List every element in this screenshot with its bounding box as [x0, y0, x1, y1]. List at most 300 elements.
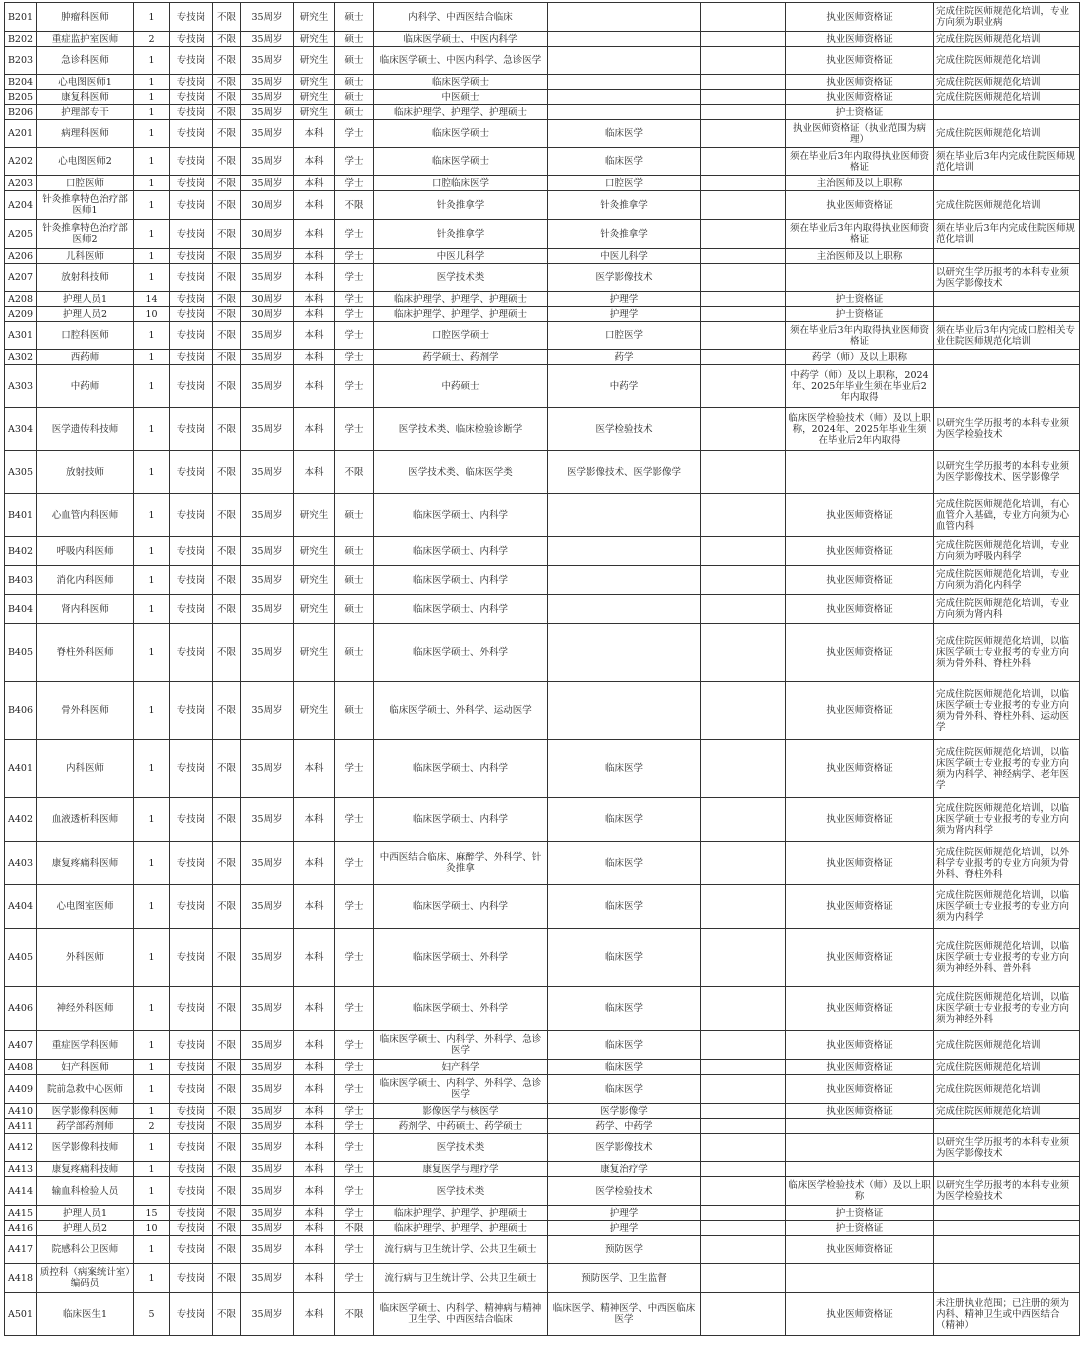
- headcount-cell: 5: [134, 1293, 170, 1336]
- post-code-cell: B401: [5, 494, 37, 537]
- college-major-cell: [701, 566, 786, 595]
- post-name-cell: 质控科（病案统计室）编码员: [37, 1264, 134, 1293]
- headcount-cell: 1: [134, 47, 170, 75]
- post-name-cell: 针灸推拿特色治疗部医师2: [37, 220, 134, 249]
- post-name-cell: 血液透析科医师: [37, 798, 134, 842]
- qualification-cell: 须在毕业后3年内取得执业医师资格证: [786, 322, 934, 350]
- education-cell: 本科: [294, 798, 335, 842]
- graduate-major-cell: 临床医学硕士、外科学: [374, 987, 548, 1031]
- headcount-cell: 1: [134, 842, 170, 885]
- post-type-cell: 专技岗: [170, 1221, 213, 1236]
- undergraduate-major-cell: 临床医学: [548, 1060, 701, 1075]
- gender-cell: 不限: [213, 1293, 241, 1336]
- undergraduate-major-cell: [548, 624, 701, 682]
- college-major-cell: [701, 987, 786, 1031]
- gender-cell: 不限: [213, 1236, 241, 1264]
- graduate-major-cell: 临床医学硕士、中医内科学、急诊医学: [374, 47, 548, 75]
- graduate-major-cell: 临床医学硕士、内科学: [374, 740, 548, 798]
- table-row: [5, 1206, 1080, 1221]
- education-cell: 本科: [294, 176, 335, 191]
- post-name-cell: 心电图室医师: [37, 885, 134, 929]
- degree-cell: 硕士: [335, 32, 374, 47]
- post-name-cell: 医学影像科医师: [37, 1104, 134, 1119]
- qualification-cell: 执业医师资格证: [786, 1060, 934, 1075]
- college-major-cell: [701, 624, 786, 682]
- other-requirement-cell: 完成住院医师规范化培训，以临床医学硕士专业报考的专业方向须为骨外科、脊柱外科: [934, 624, 1080, 682]
- other-requirement-cell: 完成住院医师规范化培训，以临床医学硕士专业报考的专业方向须为骨外科、脊柱外科、运动医学: [934, 682, 1080, 740]
- gender-cell: 不限: [213, 120, 241, 148]
- college-major-cell: [701, 929, 786, 987]
- education-cell: 本科: [294, 1075, 335, 1104]
- post-name-cell: 妇产科医师: [37, 1060, 134, 1075]
- degree-cell: 硕士: [335, 105, 374, 120]
- headcount-cell: 1: [134, 1134, 170, 1162]
- college-major-cell: [701, 3, 786, 32]
- other-requirement-cell: 完成住院医师规范化培训: [934, 1031, 1080, 1060]
- gender-cell: 不限: [213, 1221, 241, 1236]
- graduate-major-cell: 药学硕士、药剂学: [374, 350, 548, 365]
- college-major-cell: [701, 595, 786, 624]
- graduate-major-cell: 中医儿科学: [374, 249, 548, 264]
- undergraduate-major-cell: 药学、中药学: [548, 1119, 701, 1134]
- table-row: [5, 885, 1080, 929]
- post-name-cell: 骨外科医师: [37, 682, 134, 740]
- gender-cell: 不限: [213, 595, 241, 624]
- table-row: [5, 842, 1080, 885]
- age-limit-cell: 35周岁: [241, 1221, 294, 1236]
- age-limit-cell: 35周岁: [241, 90, 294, 105]
- headcount-cell: 10: [134, 307, 170, 322]
- post-type-cell: 专技岗: [170, 494, 213, 537]
- degree-cell: 学士: [335, 350, 374, 365]
- gender-cell: 不限: [213, 740, 241, 798]
- table-row: [5, 105, 1080, 120]
- education-cell: 本科: [294, 740, 335, 798]
- headcount-cell: 1: [134, 105, 170, 120]
- qualification-cell: 临床医学检验技术（师）及以上职称，2024年、2025年毕业生须在毕业后2年内取得: [786, 408, 934, 451]
- gender-cell: 不限: [213, 90, 241, 105]
- post-name-cell: 针灸推拿特色治疗部医师1: [37, 191, 134, 220]
- post-code-cell: B404: [5, 595, 37, 624]
- age-limit-cell: 35周岁: [241, 408, 294, 451]
- age-limit-cell: 35周岁: [241, 148, 294, 176]
- post-type-cell: 专技岗: [170, 322, 213, 350]
- post-type-cell: 专技岗: [170, 1134, 213, 1162]
- age-limit-cell: 35周岁: [241, 75, 294, 90]
- college-major-cell: [701, 842, 786, 885]
- undergraduate-major-cell: 预防医学、卫生监督: [548, 1264, 701, 1293]
- post-name-cell: 急诊科医师: [37, 47, 134, 75]
- post-type-cell: 专技岗: [170, 249, 213, 264]
- headcount-cell: 1: [134, 365, 170, 408]
- degree-cell: 学士: [335, 1031, 374, 1060]
- age-limit-cell: 35周岁: [241, 1162, 294, 1177]
- age-limit-cell: 35周岁: [241, 1075, 294, 1104]
- undergraduate-major-cell: 临床医学: [548, 1075, 701, 1104]
- post-code-cell: A408: [5, 1060, 37, 1075]
- post-type-cell: 专技岗: [170, 408, 213, 451]
- age-limit-cell: 35周岁: [241, 885, 294, 929]
- other-requirement-cell: 完成住院医师规范化培训: [934, 32, 1080, 47]
- degree-cell: 学士: [335, 1177, 374, 1206]
- age-limit-cell: 35周岁: [241, 1264, 294, 1293]
- post-name-cell: 医学遗传科技师: [37, 408, 134, 451]
- other-requirement-cell: 以研究生学历报考的本科专业须为医学影像技术、医学影像学: [934, 451, 1080, 494]
- post-code-cell: B403: [5, 566, 37, 595]
- headcount-cell: 1: [134, 220, 170, 249]
- headcount-cell: 1: [134, 1060, 170, 1075]
- degree-cell: 学士: [335, 322, 374, 350]
- college-major-cell: [701, 1134, 786, 1162]
- post-code-cell: A415: [5, 1206, 37, 1221]
- other-requirement-cell: [934, 292, 1080, 307]
- post-type-cell: 专技岗: [170, 1177, 213, 1206]
- post-code-cell: A404: [5, 885, 37, 929]
- college-major-cell: [701, 1264, 786, 1293]
- gender-cell: 不限: [213, 929, 241, 987]
- college-major-cell: [701, 1060, 786, 1075]
- post-type-cell: 专技岗: [170, 3, 213, 32]
- degree-cell: 学士: [335, 885, 374, 929]
- table-row: [5, 494, 1080, 537]
- qualification-cell: 执业医师资格证: [786, 740, 934, 798]
- post-name-cell: 心血管内科医师: [37, 494, 134, 537]
- post-type-cell: 专技岗: [170, 1264, 213, 1293]
- education-cell: 本科: [294, 1177, 335, 1206]
- education-cell: 本科: [294, 350, 335, 365]
- college-major-cell: [701, 1221, 786, 1236]
- post-code-cell: A302: [5, 350, 37, 365]
- graduate-major-cell: 中医硕士: [374, 90, 548, 105]
- qualification-cell: [786, 264, 934, 292]
- gender-cell: 不限: [213, 47, 241, 75]
- qualification-cell: [786, 1162, 934, 1177]
- qualification-cell: [786, 451, 934, 494]
- post-type-cell: 专技岗: [170, 537, 213, 566]
- degree-cell: 硕士: [335, 3, 374, 32]
- undergraduate-major-cell: 预防医学: [548, 1236, 701, 1264]
- headcount-cell: 1: [134, 249, 170, 264]
- headcount-cell: 1: [134, 1264, 170, 1293]
- headcount-cell: 1: [134, 1031, 170, 1060]
- headcount-cell: 1: [134, 798, 170, 842]
- college-major-cell: [701, 307, 786, 322]
- college-major-cell: [701, 220, 786, 249]
- post-name-cell: 院感科公卫医师: [37, 1236, 134, 1264]
- undergraduate-major-cell: 口腔医学: [548, 176, 701, 191]
- post-code-cell: B201: [5, 3, 37, 32]
- age-limit-cell: 35周岁: [241, 798, 294, 842]
- post-type-cell: 专技岗: [170, 1162, 213, 1177]
- other-requirement-cell: [934, 350, 1080, 365]
- gender-cell: 不限: [213, 1031, 241, 1060]
- post-name-cell: 康复疼痛科技师: [37, 1162, 134, 1177]
- education-cell: 本科: [294, 1104, 335, 1119]
- gender-cell: 不限: [213, 249, 241, 264]
- post-type-cell: 专技岗: [170, 292, 213, 307]
- other-requirement-cell: [934, 1264, 1080, 1293]
- degree-cell: 学士: [335, 929, 374, 987]
- post-name-cell: 护理部专干: [37, 105, 134, 120]
- post-name-cell: 护理人员1: [37, 1206, 134, 1221]
- qualification-cell: 护士资格证: [786, 105, 934, 120]
- post-code-cell: A409: [5, 1075, 37, 1104]
- undergraduate-major-cell: [548, 90, 701, 105]
- undergraduate-major-cell: [548, 3, 701, 32]
- post-code-cell: A406: [5, 987, 37, 1031]
- table-row: [5, 1104, 1080, 1119]
- qualification-cell: 执业医师资格证: [786, 929, 934, 987]
- undergraduate-major-cell: 临床医学: [548, 798, 701, 842]
- headcount-cell: 1: [134, 1177, 170, 1206]
- gender-cell: 不限: [213, 264, 241, 292]
- age-limit-cell: 35周岁: [241, 494, 294, 537]
- post-name-cell: 脊柱外科医师: [37, 624, 134, 682]
- graduate-major-cell: 中西医结合临床、麻醉学、外科学、针灸推拿: [374, 842, 548, 885]
- undergraduate-major-cell: 临床医学: [548, 1031, 701, 1060]
- headcount-cell: 1: [134, 176, 170, 191]
- headcount-cell: 1: [134, 1075, 170, 1104]
- qualification-cell: 中药学（师）及以上职称，2024年、2025年毕业生须在毕业后2年内取得: [786, 365, 934, 408]
- age-limit-cell: 35周岁: [241, 929, 294, 987]
- graduate-major-cell: 临床医学硕士、外科学: [374, 929, 548, 987]
- degree-cell: 硕士: [335, 494, 374, 537]
- college-major-cell: [701, 47, 786, 75]
- other-requirement-cell: [934, 176, 1080, 191]
- other-requirement-cell: 完成住院医师规范化培训: [934, 191, 1080, 220]
- post-type-cell: 专技岗: [170, 929, 213, 987]
- age-limit-cell: 35周岁: [241, 120, 294, 148]
- college-major-cell: [701, 537, 786, 566]
- post-code-cell: A410: [5, 1104, 37, 1119]
- education-cell: 本科: [294, 451, 335, 494]
- post-type-cell: 专技岗: [170, 148, 213, 176]
- education-cell: 本科: [294, 408, 335, 451]
- gender-cell: 不限: [213, 842, 241, 885]
- headcount-cell: 1: [134, 451, 170, 494]
- undergraduate-major-cell: [548, 32, 701, 47]
- college-major-cell: [701, 120, 786, 148]
- education-cell: 本科: [294, 1293, 335, 1336]
- degree-cell: 学士: [335, 740, 374, 798]
- qualification-cell: 主治医师及以上职称: [786, 176, 934, 191]
- post-code-cell: B205: [5, 90, 37, 105]
- qualification-cell: 执业医师资格证: [786, 191, 934, 220]
- table-row: [5, 1119, 1080, 1134]
- post-name-cell: 中药师: [37, 365, 134, 408]
- gender-cell: 不限: [213, 365, 241, 408]
- degree-cell: 硕士: [335, 624, 374, 682]
- graduate-major-cell: 临床医学硕士、内科学、外科学、急诊医学: [374, 1075, 548, 1104]
- undergraduate-major-cell: 护理学: [548, 1221, 701, 1236]
- post-code-cell: A417: [5, 1236, 37, 1264]
- degree-cell: 学士: [335, 1236, 374, 1264]
- other-requirement-cell: 未注册执业范围；已注册的须为内科、精神卫生或中西医结合（精神）: [934, 1293, 1080, 1336]
- age-limit-cell: 35周岁: [241, 322, 294, 350]
- age-limit-cell: 35周岁: [241, 105, 294, 120]
- other-requirement-cell: 完成住院医师规范化培训: [934, 120, 1080, 148]
- other-requirement-cell: [934, 249, 1080, 264]
- undergraduate-major-cell: 医学检验技术: [548, 1177, 701, 1206]
- post-type-cell: 专技岗: [170, 307, 213, 322]
- other-requirement-cell: [934, 365, 1080, 408]
- qualification-cell: 执业医师资格证: [786, 32, 934, 47]
- gender-cell: 不限: [213, 566, 241, 595]
- other-requirement-cell: 以研究生学历报考的本科专业须为医学检验技术: [934, 408, 1080, 451]
- degree-cell: 学士: [335, 176, 374, 191]
- college-major-cell: [701, 249, 786, 264]
- undergraduate-major-cell: [548, 566, 701, 595]
- post-name-cell: 内科医师: [37, 740, 134, 798]
- other-requirement-cell: 完成住院医师规范化培训，专业方向须为呼吸内科学: [934, 537, 1080, 566]
- other-requirement-cell: 完成住院医师规范化培训: [934, 90, 1080, 105]
- education-cell: 本科: [294, 307, 335, 322]
- other-requirement-cell: 完成住院医师规范化培训，以临床医学硕士专业报考的专业方向须为神经外科、普外科: [934, 929, 1080, 987]
- other-requirement-cell: 须在毕业后3年内完成住院医师规范化培训: [934, 148, 1080, 176]
- post-name-cell: 院前急救中心医师: [37, 1075, 134, 1104]
- headcount-cell: 1: [134, 566, 170, 595]
- post-code-cell: A412: [5, 1134, 37, 1162]
- graduate-major-cell: 口腔医学硕士: [374, 322, 548, 350]
- undergraduate-major-cell: 临床医学: [548, 120, 701, 148]
- headcount-cell: 1: [134, 264, 170, 292]
- table-row: [5, 624, 1080, 682]
- undergraduate-major-cell: 临床医学: [548, 740, 701, 798]
- college-major-cell: [701, 1206, 786, 1221]
- gender-cell: 不限: [213, 148, 241, 176]
- qualification-cell: 执业医师资格证: [786, 987, 934, 1031]
- post-name-cell: 口腔科医师: [37, 322, 134, 350]
- education-cell: 本科: [294, 1162, 335, 1177]
- headcount-cell: 14: [134, 292, 170, 307]
- post-name-cell: 临床医生1: [37, 1293, 134, 1336]
- table-row: [5, 1264, 1080, 1293]
- gender-cell: 不限: [213, 798, 241, 842]
- table-row: [5, 1134, 1080, 1162]
- table-row: [5, 292, 1080, 307]
- post-type-cell: 专技岗: [170, 682, 213, 740]
- undergraduate-major-cell: 临床医学、精神医学、中西医临床医学: [548, 1293, 701, 1336]
- qualification-cell: 执业医师资格证: [786, 624, 934, 682]
- college-major-cell: [701, 1162, 786, 1177]
- table-row: [5, 322, 1080, 350]
- post-type-cell: 专技岗: [170, 47, 213, 75]
- post-code-cell: A401: [5, 740, 37, 798]
- undergraduate-major-cell: 康复治疗学: [548, 1162, 701, 1177]
- post-name-cell: 西药师: [37, 350, 134, 365]
- qualification-cell: 执业医师资格证: [786, 494, 934, 537]
- education-cell: 研究生: [294, 494, 335, 537]
- gender-cell: 不限: [213, 885, 241, 929]
- post-type-cell: 专技岗: [170, 75, 213, 90]
- degree-cell: 学士: [335, 120, 374, 148]
- degree-cell: 不限: [335, 1293, 374, 1336]
- qualification-cell: 护士资格证: [786, 292, 934, 307]
- other-requirement-cell: [934, 1221, 1080, 1236]
- post-code-cell: A205: [5, 220, 37, 249]
- graduate-major-cell: 流行病与卫生统计学、公共卫生硕士: [374, 1236, 548, 1264]
- age-limit-cell: 35周岁: [241, 682, 294, 740]
- table-row: [5, 566, 1080, 595]
- age-limit-cell: 30周岁: [241, 292, 294, 307]
- degree-cell: 学士: [335, 1206, 374, 1221]
- qualification-cell: 执业医师资格证: [786, 47, 934, 75]
- graduate-major-cell: 临床护理学、护理学、护理硕士: [374, 292, 548, 307]
- post-name-cell: 口腔医师: [37, 176, 134, 191]
- gender-cell: 不限: [213, 220, 241, 249]
- post-code-cell: A304: [5, 408, 37, 451]
- qualification-cell: 执业医师资格证: [786, 90, 934, 105]
- college-major-cell: [701, 451, 786, 494]
- post-code-cell: A209: [5, 307, 37, 322]
- headcount-cell: 1: [134, 494, 170, 537]
- age-limit-cell: 35周岁: [241, 1060, 294, 1075]
- table-row: [5, 249, 1080, 264]
- college-major-cell: [701, 682, 786, 740]
- college-major-cell: [701, 1075, 786, 1104]
- headcount-cell: 1: [134, 987, 170, 1031]
- headcount-cell: 1: [134, 537, 170, 566]
- education-cell: 研究生: [294, 682, 335, 740]
- degree-cell: 学士: [335, 1264, 374, 1293]
- age-limit-cell: 35周岁: [241, 624, 294, 682]
- table-row: [5, 365, 1080, 408]
- graduate-major-cell: 妇产科学: [374, 1060, 548, 1075]
- age-limit-cell: 35周岁: [241, 1236, 294, 1264]
- age-limit-cell: 35周岁: [241, 249, 294, 264]
- graduate-major-cell: 临床护理学、护理学、护理硕士: [374, 1221, 548, 1236]
- age-limit-cell: 35周岁: [241, 3, 294, 32]
- graduate-major-cell: 医学技术类、临床医学类: [374, 451, 548, 494]
- qualification-cell: 药学（师）及以上职称: [786, 350, 934, 365]
- degree-cell: 学士: [335, 1104, 374, 1119]
- college-major-cell: [701, 105, 786, 120]
- qualification-cell: 执业医师资格证: [786, 1031, 934, 1060]
- college-major-cell: [701, 1119, 786, 1134]
- gender-cell: 不限: [213, 1060, 241, 1075]
- post-code-cell: A201: [5, 120, 37, 148]
- gender-cell: 不限: [213, 176, 241, 191]
- post-type-cell: 专技岗: [170, 624, 213, 682]
- post-code-cell: A411: [5, 1119, 37, 1134]
- age-limit-cell: 35周岁: [241, 32, 294, 47]
- gender-cell: 不限: [213, 1206, 241, 1221]
- post-code-cell: B402: [5, 537, 37, 566]
- age-limit-cell: 35周岁: [241, 1293, 294, 1336]
- education-cell: 本科: [294, 929, 335, 987]
- education-cell: 本科: [294, 148, 335, 176]
- college-major-cell: [701, 148, 786, 176]
- undergraduate-major-cell: [548, 494, 701, 537]
- college-major-cell: [701, 365, 786, 408]
- post-code-cell: A413: [5, 1162, 37, 1177]
- graduate-major-cell: 临床医学硕士、外科学: [374, 624, 548, 682]
- gender-cell: 不限: [213, 307, 241, 322]
- age-limit-cell: 35周岁: [241, 47, 294, 75]
- graduate-major-cell: 临床医学硕士、内科学: [374, 566, 548, 595]
- other-requirement-cell: 完成住院医师规范化培训，有心血管介入基础，专业方向须为心血管内科: [934, 494, 1080, 537]
- graduate-major-cell: 临床医学硕士、中医内科学: [374, 32, 548, 47]
- post-type-cell: 专技岗: [170, 842, 213, 885]
- other-requirement-cell: [934, 1119, 1080, 1134]
- post-name-cell: 护理人员2: [37, 1221, 134, 1236]
- headcount-cell: 1: [134, 1104, 170, 1119]
- other-requirement-cell: 完成住院医师规范化培训: [934, 75, 1080, 90]
- table-row: [5, 3, 1080, 32]
- degree-cell: 不限: [335, 451, 374, 494]
- age-limit-cell: 35周岁: [241, 176, 294, 191]
- education-cell: 研究生: [294, 47, 335, 75]
